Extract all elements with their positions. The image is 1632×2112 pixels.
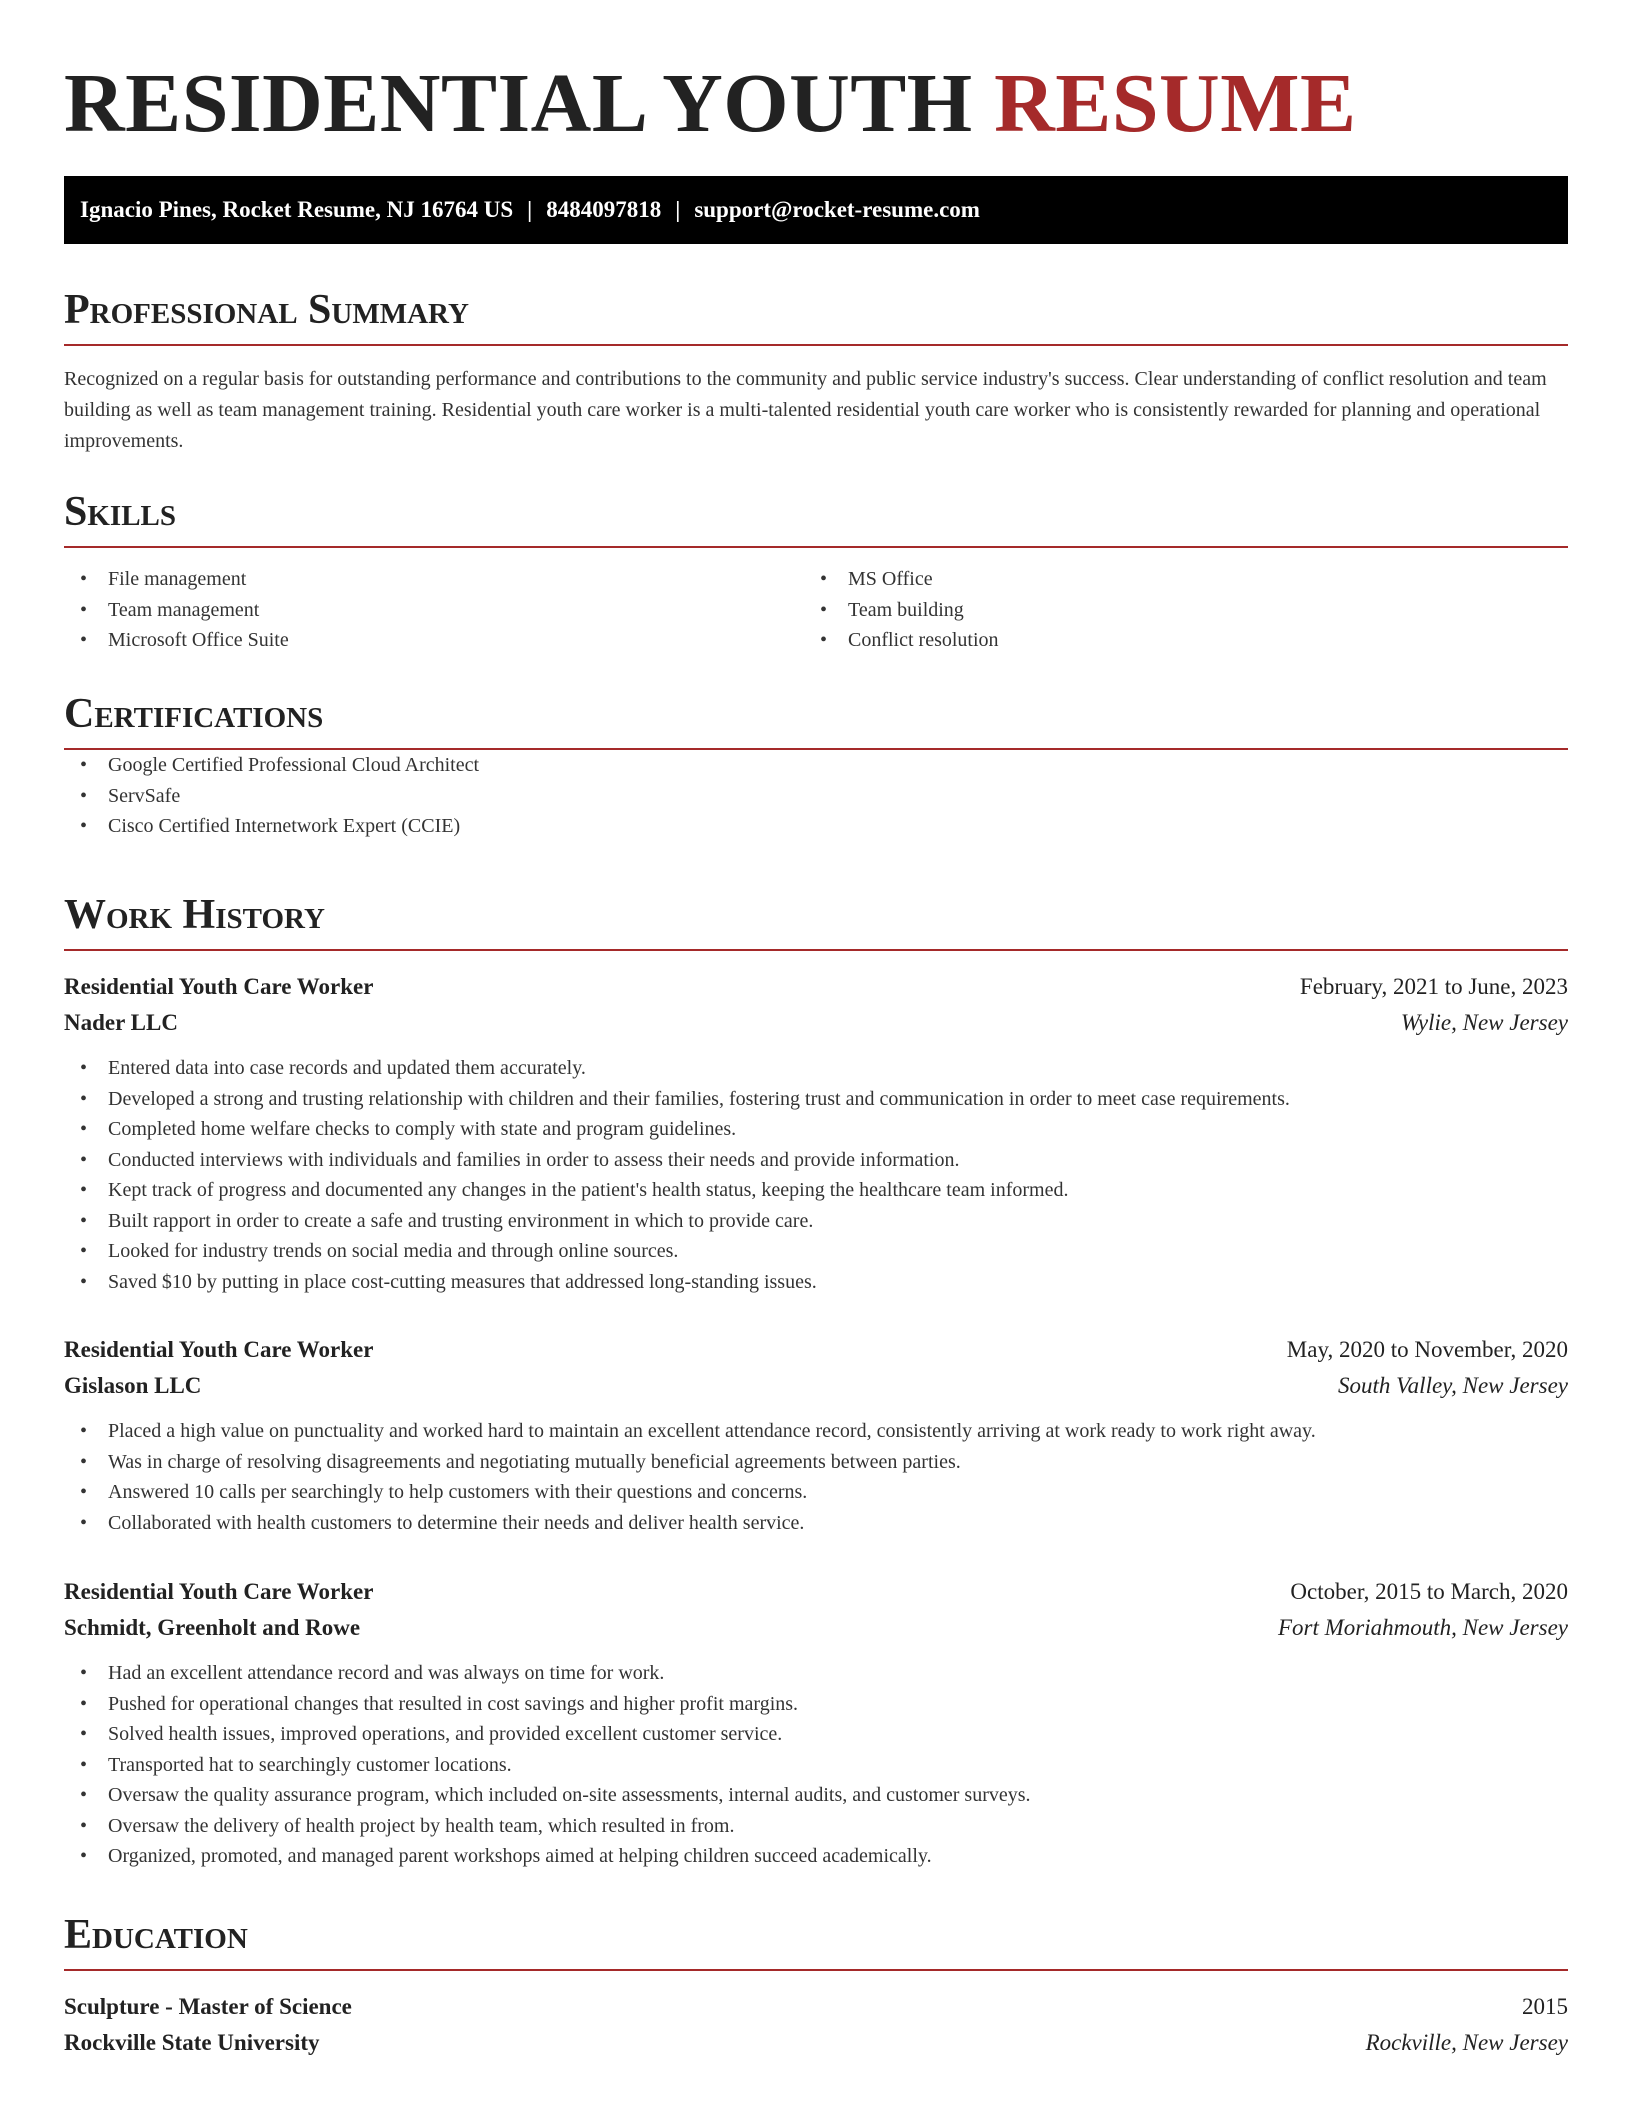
certifications-list: [64, 750, 1568, 842]
skills-right-list: [804, 564, 1544, 656]
section-heading: Professional Summary: [64, 287, 469, 333]
job-dates: October, 2015 to March, 2020: [1290, 1579, 1568, 1604]
education-section: [64, 1909, 1568, 1971]
skill-item: • MS Office: [804, 564, 1544, 595]
job-duty: • Built rapport in order to create a safe and trusting environment in which to provide care.: [64, 1206, 1568, 1237]
job-duty: • Looked for industry trends on social media and through online sources.: [64, 1236, 1568, 1267]
skills-grid: [64, 564, 1568, 656]
job-duty: • Placed a high value on punctuality and worked hard to maintain an excellent attendance record, consistently arriving at work ready to work right away.: [64, 1416, 1568, 1447]
job-header-row: [64, 1574, 1568, 1610]
job-duty: • Organized, promoted, and managed parent workshops aimed at helping children succeed academically.: [64, 1841, 1568, 1872]
contact-phone[interactable]: 8484097818: [546, 197, 662, 222]
education-degree-row: [64, 1989, 1568, 2025]
section-heading: Skills: [64, 489, 177, 535]
job-employer: Nader LLC: [64, 1010, 178, 1035]
job-title: Residential Youth Care Worker: [64, 974, 374, 999]
job-entry: [64, 1332, 1568, 1538]
job-duty: • Entered data into case records and updated them accurately.: [64, 1053, 1568, 1084]
job-employer-row: [64, 1005, 1568, 1041]
job-duty: • Oversaw the delivery of health project by health team, which resulted in from.: [64, 1811, 1568, 1842]
job-employer: Schmidt, Greenholt and Rowe: [64, 1615, 361, 1640]
job-dates: February, 2021 to June, 2023: [1299, 974, 1568, 999]
resume-title: [64, 58, 1357, 150]
job-duty: • Solved health issues, improved operations, and provided excellent customer service.: [64, 1719, 1568, 1750]
section-heading: Work History: [64, 892, 325, 938]
certification-item: • Cisco Certified Internetwork Expert (CCIE): [64, 811, 1568, 842]
education-location: Rockville, New Jersey: [1365, 2030, 1568, 2055]
job-title: Residential Youth Care Worker: [64, 1337, 374, 1362]
summary-section: [64, 284, 1568, 457]
skill-item: • Team management: [64, 595, 804, 626]
job-header-row: [64, 969, 1568, 1005]
education-degree: Sculpture - Master of Science: [64, 1994, 352, 2019]
certifications-section: [64, 688, 1568, 842]
job-duty: • Saved $10 by putting in place cost-cutting measures that addressed long-standing issues.: [64, 1267, 1568, 1298]
title-accent: RESUME: [994, 57, 1357, 150]
job-duties-list: [64, 1416, 1568, 1538]
contact-separator: |: [527, 197, 533, 222]
job-duty: • Transported hat to searchingly customer locations.: [64, 1750, 1568, 1781]
work-history-section: [64, 889, 1568, 951]
certification-item: • ServSafe: [64, 781, 1568, 812]
job-duties-list: [64, 1658, 1568, 1872]
section-divider: [64, 1969, 1568, 1971]
job-location: Wylie, New Jersey: [1400, 1010, 1568, 1035]
job-employer: Gislason LLC: [64, 1373, 202, 1398]
skills-left-list: [64, 564, 804, 656]
summary-text: Recognized on a regular basis for outstanding performance and contributions to the community and public service industry's success. Clear understanding of conflict resolution and team building as well as team management training. Residential youth care worker is a multi-talented residential youth care worker who is consistently rewarded for planning and operational improvements.: [64, 368, 1547, 452]
job-employer-row: [64, 1610, 1568, 1646]
skill-item: • Conflict resolution: [804, 625, 1544, 656]
section-divider: [64, 344, 1568, 346]
education-entry: [64, 1989, 1568, 2061]
job-location: Fort Moriahmouth, New Jersey: [1277, 1615, 1568, 1640]
education-year: 2015: [1522, 1994, 1568, 2019]
job-entry: [64, 1574, 1568, 1872]
education-school: Rockville State University: [64, 2030, 320, 2055]
section-divider: [64, 949, 1568, 951]
skill-item: • Microsoft Office Suite: [64, 625, 804, 656]
section-divider: [64, 546, 1568, 548]
job-duty: • Oversaw the quality assurance program, which included on-site assessments, internal audits, and customer surveys.: [64, 1780, 1568, 1811]
education-school-row: [64, 2025, 1568, 2061]
job-duty: • Developed a strong and trusting relationship with children and their families, fostering trust and communication in order to meet case requirements.: [64, 1084, 1568, 1115]
skill-item: • File management: [64, 564, 804, 595]
job-duty: • Completed home welfare checks to comply with state and program guidelines.: [64, 1114, 1568, 1145]
skill-item: • Team building: [804, 595, 1544, 626]
job-entry: [64, 969, 1568, 1297]
contact-email[interactable]: support@rocket-resume.com: [694, 197, 980, 222]
contact-address: Ignacio Pines, Rocket Resume, NJ 16764 US: [80, 197, 514, 222]
job-duty: • Answered 10 calls per searchingly to help customers with their questions and concerns.: [64, 1477, 1568, 1508]
job-duty: • Collaborated with health customers to determine their needs and deliver health service.: [64, 1508, 1568, 1539]
job-location: South Valley, New Jersey: [1338, 1373, 1568, 1398]
section-heading: Education: [64, 1912, 248, 1958]
job-duty: • Conducted interviews with individuals and families in order to assess their needs and provide information.: [64, 1145, 1568, 1176]
job-duty: • Had an excellent attendance record and was always on time for work.: [64, 1658, 1568, 1689]
contact-separator: |: [675, 197, 681, 222]
job-employer-row: [64, 1368, 1568, 1404]
job-duty: • Was in charge of resolving disagreements and negotiating mutually beneficial agreements between parties.: [64, 1447, 1568, 1478]
job-duty: • Pushed for operational changes that resulted in cost savings and higher profit margins.: [64, 1689, 1568, 1720]
section-heading: Certifications: [64, 691, 324, 737]
title-main: RESIDENTIAL YOUTH: [64, 57, 973, 150]
job-duty: • Kept track of progress and documented any changes in the patient's health status, keeping the healthcare team informed.: [64, 1175, 1568, 1206]
certification-item: • Google Certified Professional Cloud Architect: [64, 750, 1568, 781]
job-duties-list: [64, 1053, 1568, 1297]
contact-bar: [64, 176, 1568, 244]
job-dates: May, 2020 to November, 2020: [1286, 1337, 1568, 1362]
skills-section: [64, 486, 1568, 656]
job-header-row: [64, 1332, 1568, 1368]
job-title: Residential Youth Care Worker: [64, 1579, 374, 1604]
